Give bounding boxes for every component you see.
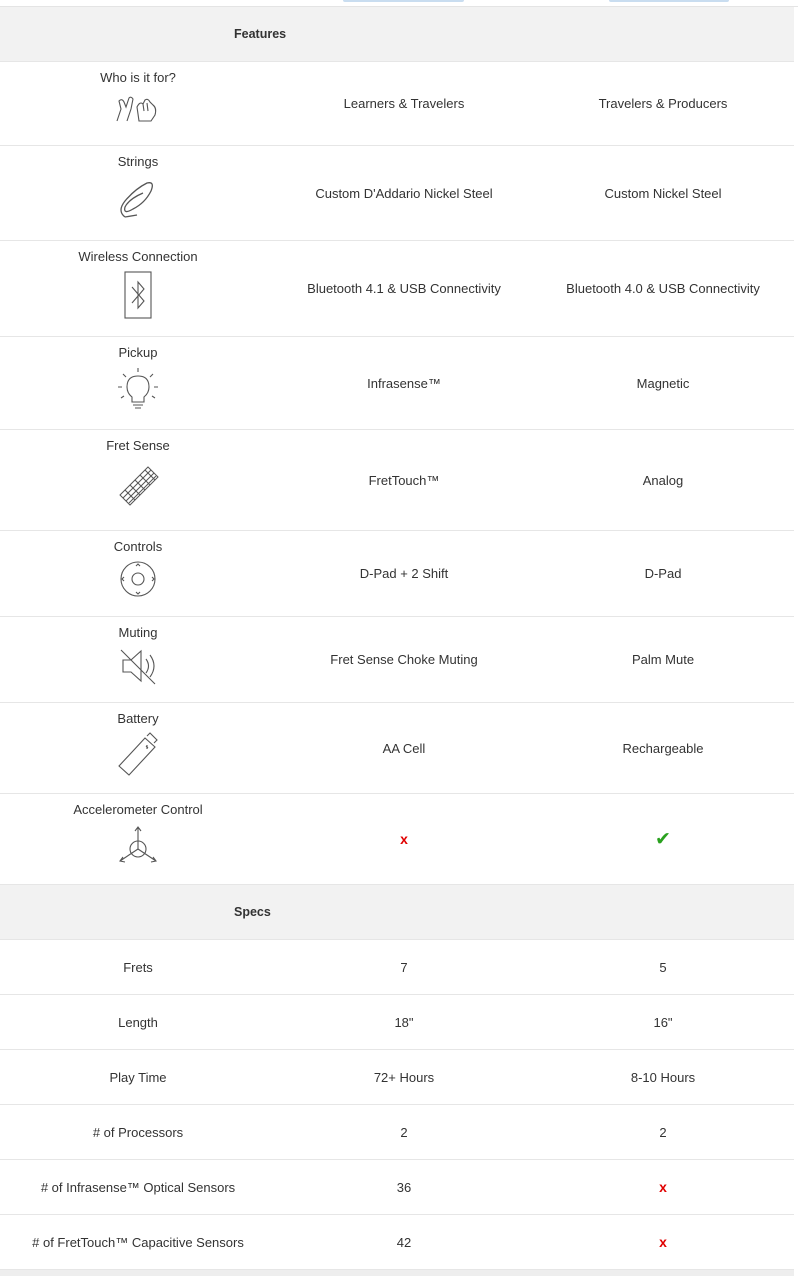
feature-label: Fret Sense xyxy=(106,438,170,453)
top-tab-strip xyxy=(0,0,798,7)
feature-value-model-1: AA Cell xyxy=(276,703,532,794)
specs-heading: Specs xyxy=(0,885,794,940)
string-coil-icon xyxy=(113,175,163,223)
spec-value-model-1: 36 xyxy=(276,1160,532,1215)
spec-label: Length xyxy=(0,995,276,1050)
spec-value-model-2: 16" xyxy=(532,995,794,1050)
spec-value-model-1: 2 xyxy=(276,1105,532,1160)
feature-value-model-2: Magnetic xyxy=(532,337,794,430)
spec-row-optical-sensors xyxy=(0,1160,794,1215)
supported-check-icon: ✔ xyxy=(655,828,671,850)
spec-row-play-time xyxy=(0,1050,794,1105)
spec-value-model-2: 8-10 Hours xyxy=(532,1050,794,1105)
feature-row-wireless xyxy=(0,241,794,337)
spec-value-model-1: 42 xyxy=(276,1215,532,1270)
feature-label: Muting xyxy=(118,625,158,640)
feature-value-model-1: D-Pad + 2 Shift xyxy=(276,531,532,617)
feature-value-model-1: Fret Sense Choke Muting xyxy=(276,617,532,703)
spec-label: Frets xyxy=(0,940,276,995)
feature-value-model-1: Infrasense™ xyxy=(276,337,532,430)
spec-label: # of FretTouch™ Capacitive Sensors xyxy=(0,1215,276,1270)
spec-label: # of Processors xyxy=(0,1105,276,1160)
dpad-icon xyxy=(113,560,163,598)
feature-value-model-1: Learners & Travelers xyxy=(276,62,532,146)
feature-row-accelerometer xyxy=(0,794,794,885)
spec-row-capacitive-sensors xyxy=(0,1215,794,1270)
spec-value-model-1: 18" xyxy=(276,995,532,1050)
feature-label: Wireless Connection xyxy=(78,249,198,264)
features-heading: Features xyxy=(0,7,794,62)
not-supported-mark: x xyxy=(659,1179,667,1195)
table-footer-strip xyxy=(0,1270,794,1276)
feature-value-model-2: Analog xyxy=(532,430,794,531)
spec-value-model-2: 5 xyxy=(532,940,794,995)
feature-label: Strings xyxy=(117,154,159,169)
feature-label: Pickup xyxy=(118,345,158,360)
product-tab-indicator-2[interactable] xyxy=(609,0,729,2)
feature-label: Accelerometer Control xyxy=(73,802,203,817)
feature-row-controls xyxy=(0,531,794,617)
battery-icon xyxy=(113,732,163,778)
feature-row-pickup xyxy=(0,337,794,430)
feature-value-model-1: Bluetooth 4.1 & USB Connectivity xyxy=(276,241,532,337)
spec-row-length xyxy=(0,995,794,1050)
spec-row-frets xyxy=(0,940,794,995)
lightbulb-icon xyxy=(113,366,163,412)
spec-value-model-1: 7 xyxy=(276,940,532,995)
feature-label: Controls xyxy=(113,539,163,554)
spec-label: Play Time xyxy=(0,1050,276,1105)
feature-value-model-2: Travelers & Producers xyxy=(532,62,794,146)
axes-icon xyxy=(113,823,163,869)
feature-row-battery xyxy=(0,703,794,794)
fretboard-icon xyxy=(112,459,164,511)
bluetooth-icon xyxy=(113,270,163,320)
feature-row-muting xyxy=(0,617,794,703)
feature-row-strings xyxy=(0,146,794,241)
feature-value-model-2: Rechargeable xyxy=(532,703,794,794)
feature-label: Who is it for? xyxy=(100,70,176,85)
spec-label: # of Infrasense™ Optical Sensors xyxy=(0,1160,276,1215)
feature-row-audience xyxy=(0,62,794,146)
feature-value-model-1: Custom D'Addario Nickel Steel xyxy=(276,146,532,241)
feature-value-model-1: FretTouch™ xyxy=(276,430,532,531)
specs-section-header xyxy=(0,885,794,940)
feature-value-model-2: Bluetooth 4.0 & USB Connectivity xyxy=(532,241,794,337)
comparison-table xyxy=(0,7,794,1270)
feature-value-model-2: Custom Nickel Steel xyxy=(532,146,794,241)
feature-value-model-2: D-Pad xyxy=(532,531,794,617)
spec-row-processors xyxy=(0,1105,794,1160)
not-supported-mark: x xyxy=(659,1234,667,1250)
features-section-header xyxy=(0,7,794,62)
hands-raised-icon xyxy=(113,91,163,127)
spec-value-model-1: 72+ Hours xyxy=(276,1050,532,1105)
feature-row-fret-sense xyxy=(0,430,794,531)
muted-speaker-icon xyxy=(113,646,163,686)
spec-value-model-2: 2 xyxy=(532,1105,794,1160)
product-tab-indicator-1[interactable] xyxy=(343,0,464,2)
feature-label: Battery xyxy=(117,711,159,726)
feature-value-model-2: Palm Mute xyxy=(532,617,794,703)
not-supported-mark: x xyxy=(400,831,408,847)
